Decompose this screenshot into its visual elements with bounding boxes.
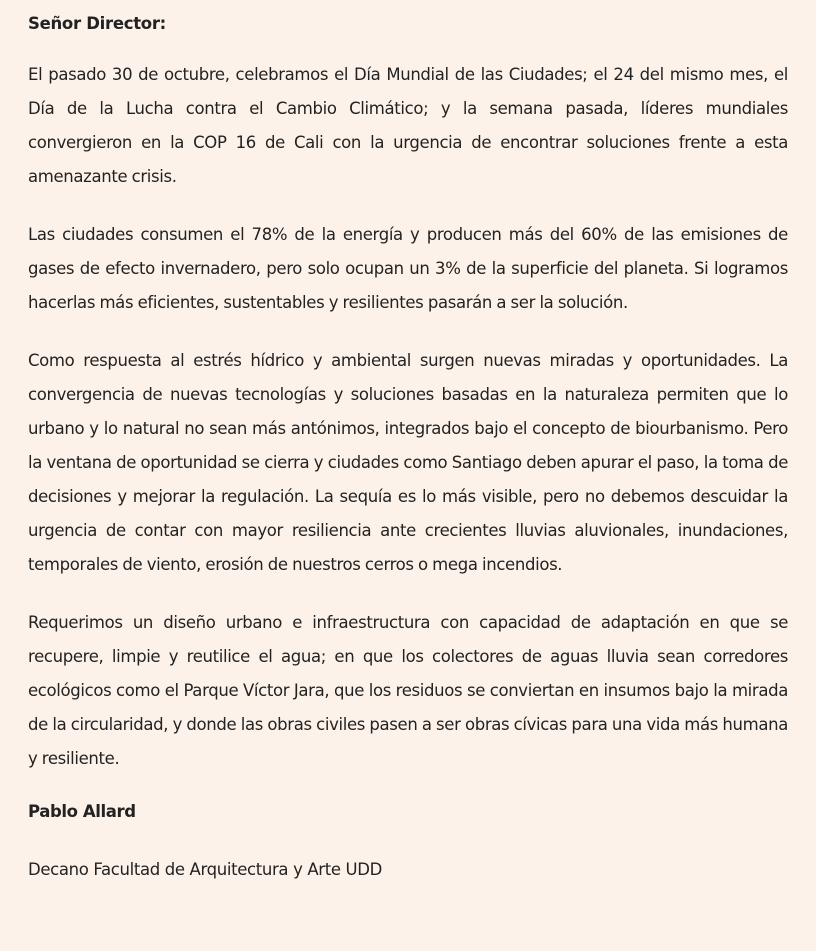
paragraph-1: El pasado 30 de octubre, celebramos el Día Mundial de las Ciudades; el 24 del mismo mes, el Día de la Lucha contra el Cambio Climático; y la semana pasada, líderes mundiales convergieron en la COP 16 de Cali con la urgencia de encontrar soluciones frente a esta amenazante crisis. — [28, 65, 788, 186]
paragraph-3: Como respuesta al estrés hídrico y ambiental surgen nuevas miradas y oportunidades. La convergencia de nuevas tecnologías y soluciones basadas en la naturaleza permiten que lo urbano y lo natural no sean más antónimos, integrados bajo el concepto de biourbanismo. Pero la ventana de oportunidad se cierra y ciudades como Santiago deben apurar el paso, la toma de decisiones y mejorar la regulación. La sequía es lo más visible, pero no debemos descuidar la urgencia de contar con mayor resiliencia ante crecientes lluvias aluvionales, inundaciones, temporales de viento, erosión de nuestros cerros o mega incendios. — [28, 351, 788, 574]
author-name: Pablo Allard — [28, 802, 136, 821]
salutation: Señor Director: — [28, 14, 166, 33]
paragraph-4: Requerimos un diseño urbano e infraestructura con capacidad de adaptación en que se recupere, limpie y reutilice el agua; en que los colectores de aguas lluvia sean corredores ecológicos como el Parque Víctor Jara, que los residuos se conviertan en insumos bajo la mirada de la circularidad, y donde las obras civiles pasen a ser obras cívicas para una vida más humana y resiliente. — [28, 613, 788, 768]
author-title: Decano Facultad de Arquitectura y Arte UDD — [28, 860, 382, 879]
paragraph-2: Las ciudades consumen el 78% de la energía y producen más del 60% de las emisiones de gases de efecto invernadero, pero solo ocupan un 3% de la superficie del planeta. Si logramos hacerlas más eficientes, sustentables y resilientes pasarán a ser la solución. — [28, 225, 788, 312]
